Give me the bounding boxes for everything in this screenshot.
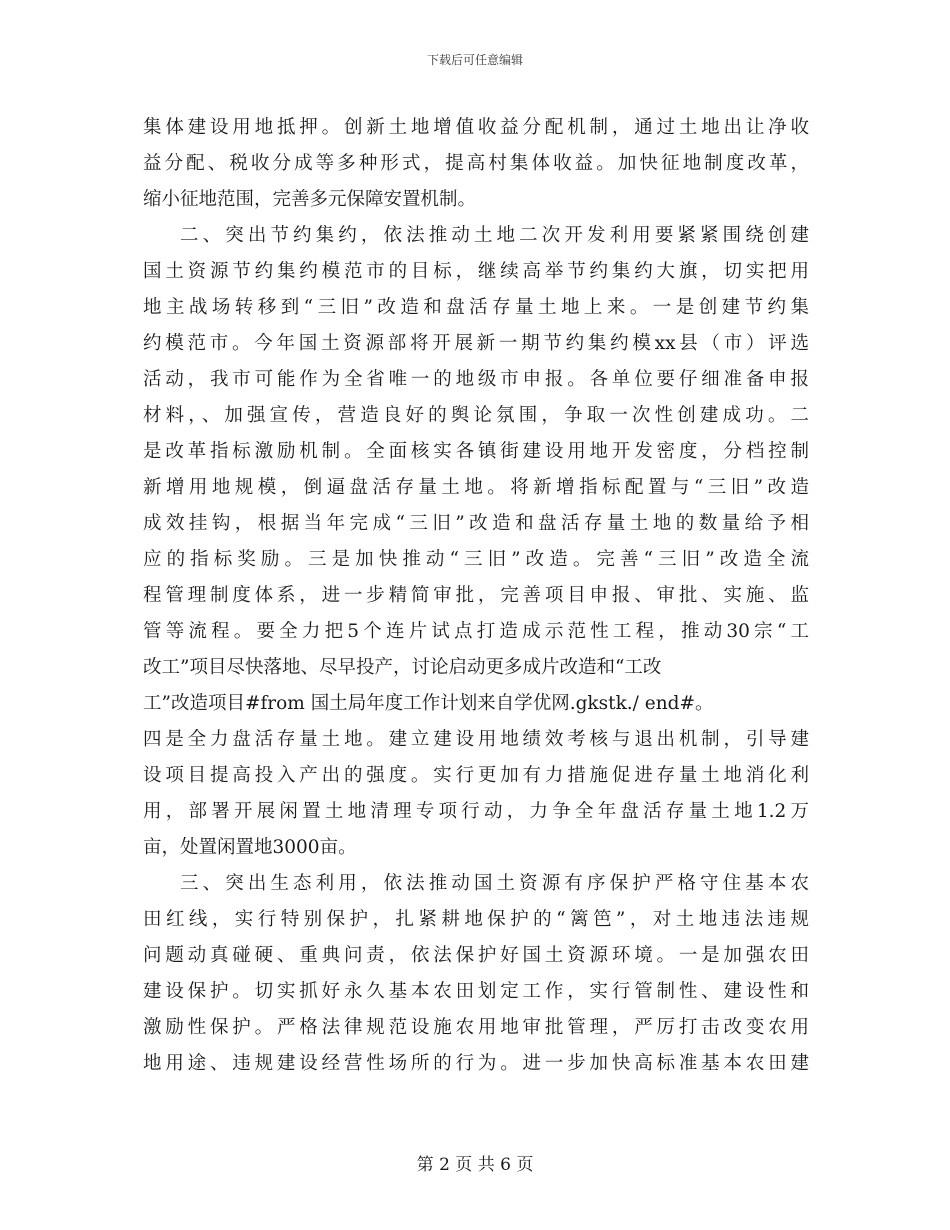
text-line: 应的指标奖励。三是加快推动“三旧”改造。完善“三旧”改造全流: [143, 549, 809, 570]
text-line: 地主战场转移到“三旧”改造和盘活存量土地上来。一是创建节约集: [143, 297, 809, 318]
text-line: 缩小征地范围，完善多元保障安置机制。: [143, 189, 477, 210]
text-line: 激励性保护。严格法律规范设施农用地审批管理，严厉打击改变农用: [143, 1017, 809, 1038]
text-line: 益分配、税收分成等多种形式，提高村集体收益。加快征地制度改革，: [143, 153, 809, 174]
text-line: 工”改造项目#from 国土局年度工作计划来自学优网.gkstk./ end#。: [143, 693, 714, 714]
text-line: 活动，我市可能作为全省唯一的地级市申报。各单位要仔细准备申报: [143, 369, 809, 390]
text-line: 程管理制度体系，进一步精简审批，完善项目申报、审批、实施、监: [143, 585, 809, 606]
text-line: 材料，、加强宣传，营造良好的舆论氛围，争取一次性创建成功。二: [143, 405, 809, 426]
text-line: 田红线，实行特别保护，扎紧耕地保护的“篱笆”，对土地违法违规: [143, 909, 809, 930]
text-line: 亩，处置闲置地3000亩。: [143, 837, 357, 858]
text-line: 用，部署开展闲置土地清理专项行动，力争全年盘活存量土地1.2万: [143, 801, 809, 822]
text-line: 成效挂钩，根据当年完成“三旧”改造和盘活存量土地的数量给予相: [143, 513, 809, 534]
text-line: 改工”项目尽快落地、尽早投产，讨论启动更多成片改造和“工改: [143, 657, 662, 678]
text-line: 是改革指标激励机制。全面核实各镇街建设用地开发密度，分档控制: [143, 441, 809, 462]
paragraph-2: [143, 218, 809, 866]
document-body: [143, 110, 809, 1082]
paragraph-3: [143, 866, 809, 1082]
text-line: 集体建设用地抵押。创新土地增值收益分配机制，通过土地出让净收: [143, 117, 809, 138]
text-line: 设项目提高投入产出的强度。实行更加有力措施促进存量土地消化利: [143, 765, 809, 786]
text-line: 问题动真碰硬、重典问责，依法保护好国土资源环境。一是加强农田: [143, 945, 809, 966]
text-line: 国土资源节约集约模范市的目标，继续高举节约集约大旗，切实把用: [143, 261, 809, 282]
text-line: 二、突出节约集约，依法推动土地二次开发利用要紧紧围绕创建: [180, 225, 809, 246]
paragraph-1: [143, 110, 809, 218]
page-header-note: 下载后可任意编辑: [426, 53, 523, 67]
text-line: 三、突出生态利用，依法推动国土资源有序保护严格守住基本农: [180, 873, 809, 894]
text-line: 新增用地规模，倒逼盘活存量土地。将新增指标配置与“三旧”改造: [143, 477, 809, 498]
text-line: 建设保护。切实抓好永久基本农田划定工作，实行管制性、建设性和: [143, 981, 809, 1002]
page-number: 第 2 页 共 6 页: [416, 1155, 534, 1175]
text-line: 四是全力盘活存量土地。建立建设用地绩效考核与退出机制，引导建: [143, 729, 809, 750]
text-line: 约模范市。今年国土资源部将开展新一期节约集约模xx县（市）评选: [143, 333, 809, 354]
text-line: 管等流程。要全力把5个连片试点打造成示范性工程，推动30宗“工: [143, 621, 809, 642]
text-line: 地用途、违规建设经营性场所的行为。进一步加快高标准基本农田建: [143, 1053, 809, 1074]
